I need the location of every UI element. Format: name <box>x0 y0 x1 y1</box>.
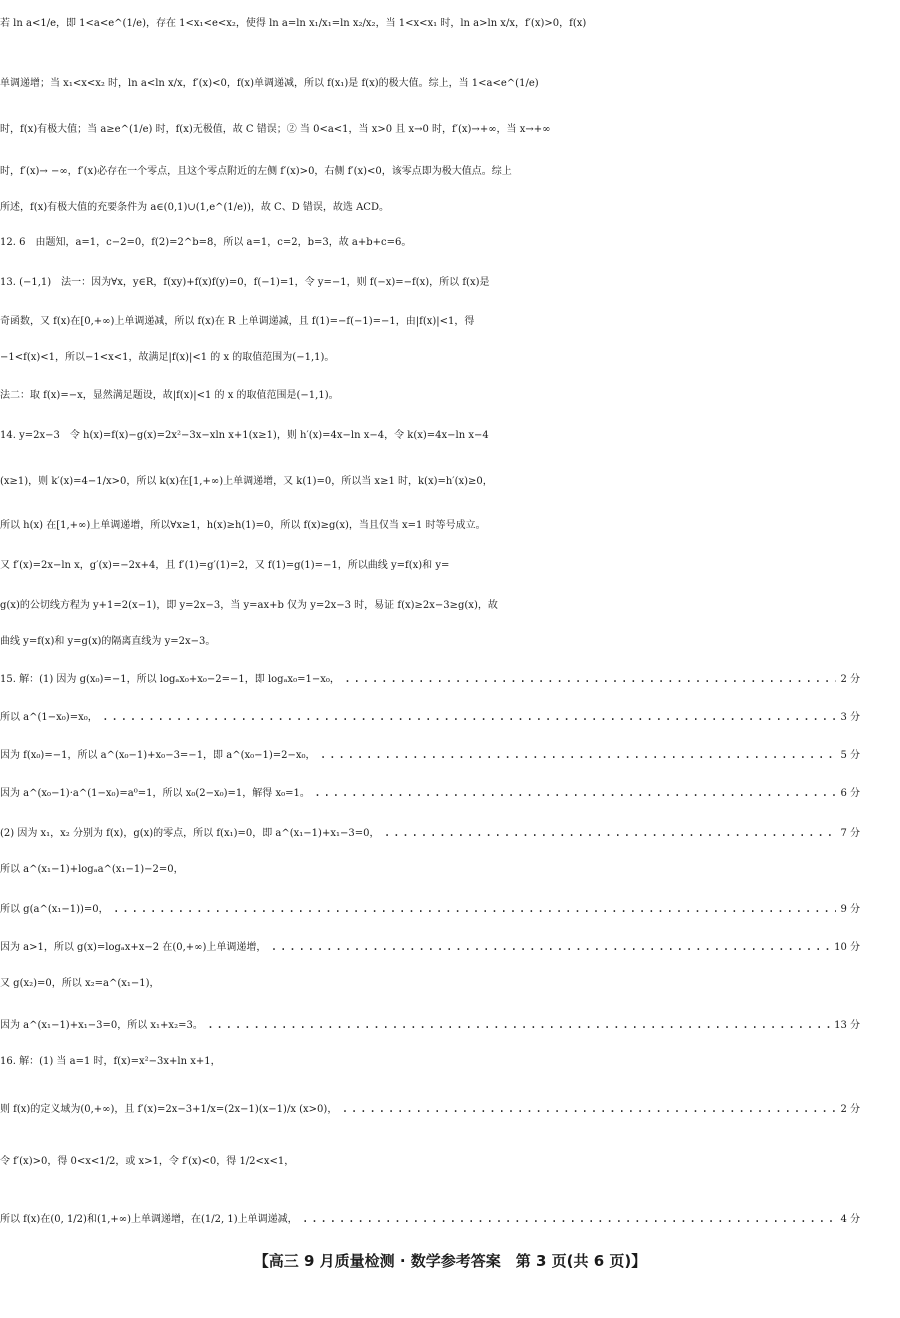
step-score: 9 分 <box>840 904 860 915</box>
step-text: 因为 a^(x₀−1)·a^(1−x₀)=a⁰=1，所以 x₀(2−x₀)=1，解得 x₀=1。 <box>0 788 310 799</box>
leader-dots <box>270 934 830 958</box>
step-score: 10 分 <box>834 942 860 953</box>
leader-dots <box>102 704 837 728</box>
leader-dots <box>344 666 837 690</box>
step-score: 5 分 <box>840 750 860 761</box>
step-score: 13 分 <box>834 1020 860 1031</box>
leader-dots <box>314 780 837 804</box>
answer-16: 16. 解：(1) 当 a=1 时，f(x)=x²−3x+ln x+1， <box>0 1056 221 1067</box>
step-text: 所以 f(x)在(0, 1/2)和(1,+∞)上单调递增，在(1/2, 1)上单调递减， <box>0 1214 298 1225</box>
step-text: 15. 解：(1) 因为 g(x₀)=−1，所以 logₐx₀+x₀−2=−1，即 logₐx₀=1−x₀， <box>0 674 340 685</box>
text-line: 所以 a^(x₁−1)+logₐa^(x₁−1)−2=0， <box>0 864 184 875</box>
step-text: (2) 因为 x₁，x₂ 分别为 f(x)，g(x)的零点，所以 f(x₁)=0，即 a^(x₁−1)+x₁−3=0， <box>0 828 380 839</box>
step-text: 所以 a^(1−x₀)=x₀， <box>0 712 98 723</box>
text-line: 奇函数，又 f(x)在[0,+∞)上单调递减，所以 f(x)在 R 上单调递减，且 f(1)=−f(−1)=−1，由|f(x)|<1，得 <box>0 316 475 327</box>
answer-12: 12. 6 由题知，a=1，c−2=0，f(2)=2^b=8，所以 a=1，c=2，b=3，故 a+b+c=6。 <box>0 237 412 248</box>
text-line: 法二：取 f(x)=−x，显然满足题设，故|f(x)|<1 的 x 的取值范围是(−1,1)。 <box>0 390 339 401</box>
answer-16-step <box>0 1206 900 1232</box>
text-line: (x≥1)，则 k′(x)=4−1/x>0，所以 k(x)在[1,+∞)上单调递增，又 k(1)=0，所以当 x≥1 时，k(x)=h′(x)≥0， <box>0 476 493 487</box>
answer-15-step <box>0 896 900 922</box>
leader-dots <box>320 742 837 766</box>
text-line: 曲线 y=f(x)和 y=g(x)的隔离直线为 y=2x−3。 <box>0 636 216 647</box>
page-footer: 【高三 9 月质量检测 · 数学参考答案 第 3 页(共 6 页)】 <box>253 1252 647 1270</box>
leader-dots <box>302 1206 837 1230</box>
step-score: 6 分 <box>840 788 860 799</box>
answer-14: 14. y=2x−3 令 h(x)=f(x)−g(x)=2x²−3x−xln x+1(x≥1)，则 h′(x)=4x−ln x−4，令 k(x)=4x−ln x−4 <box>0 430 489 441</box>
text-line: −1<f(x)<1，所以−1<x<1，故满足|f(x)|<1 的 x 的取值范围为(−1,1)。 <box>0 352 335 363</box>
text-line: 时，f(x)有极大值；当 a≥e^(1/e) 时，f(x)无极值，故 C 错误；② 当 0<a<1，当 x>0 且 x→0 时，f′(x)→+∞，当 x→+∞ <box>0 124 551 135</box>
text-line: 单调递增；当 x₁<x<x₂ 时，ln a<ln x/x，f′(x)<0，f(x)单调递减，所以 f(x₁)是 f(x)的极大值。综上，当 1<a<e^(1/e) <box>0 78 539 89</box>
answer-15-step <box>0 820 900 846</box>
answer-15-step <box>0 666 900 692</box>
text-line: 所述，f(x)有极大值的充要条件为 a∈(0,1)∪(1,e^(1/e))，故 C、D 错误，故选 ACD。 <box>0 202 389 213</box>
step-score: 2 分 <box>840 674 860 685</box>
step-score: 2 分 <box>840 1104 860 1115</box>
text-line: g(x)的公切线方程为 y+1=2(x−1)，即 y=2x−3，当 y=ax+b 仅为 y=2x−3 时，易证 f(x)≥2x−3≥g(x)，故 <box>0 600 498 611</box>
answer-15-step <box>0 742 900 768</box>
answer-15-step <box>0 704 900 730</box>
step-text: 因为 a^(x₁−1)+x₁−3=0，所以 x₁+x₂=3。 <box>0 1020 203 1031</box>
text-line: 令 f′(x)>0，得 0<x<1/2，或 x>1，令 f′(x)<0，得 1/2<x<1， <box>0 1156 295 1167</box>
text-line: 所以 h(x) 在[1,+∞)上单调递增，所以∀x≥1，h(x)≥h(1)=0，所以 f(x)≥g(x)，当且仅当 x=1 时等号成立。 <box>0 520 486 531</box>
leader-dots <box>207 1012 830 1036</box>
leader-dots <box>341 1096 836 1120</box>
step-text: 因为 f(x₀)=−1，所以 a^(x₀−1)+x₀−3=−1，即 a^(x₀−1)=2−x₀， <box>0 750 316 761</box>
leader-dots <box>383 820 836 844</box>
text-line: 又 g(x₂)=0，所以 x₂=a^(x₁−1)， <box>0 978 160 989</box>
step-text: 所以 g(a^(x₁−1))=0， <box>0 904 109 915</box>
answer-15-step <box>0 934 900 960</box>
answer-13: 13. (−1,1) 法一：因为∀x，y∈R，f(xy)+f(x)f(y)=0，f(−1)=1，令 y=−1，则 f(−x)=−f(x)，所以 f(x)是 <box>0 277 490 288</box>
text-line: 若 ln a<1/e，即 1<a<e^(1/e)，存在 1<x₁<e<x₂，使得 ln a=ln x₁/x₁=ln x₂/x₂，当 1<x<x₁ 时，ln a>ln x/x，f′(x)>0，f(x) <box>0 18 587 29</box>
answer-15-step <box>0 1012 900 1038</box>
step-score: 7 分 <box>840 828 860 839</box>
leader-dots <box>113 896 837 920</box>
text-line: 又 f′(x)=2x−ln x，g′(x)=−2x+4，且 f′(1)=g′(1)=2，又 f(1)=g(1)=−1，所以曲线 y=f(x)和 y= <box>0 560 450 571</box>
step-text: 因为 a>1，所以 g(x)=logₐx+x−2 在(0,+∞)上单调递增， <box>0 942 267 953</box>
answer-16-step <box>0 1096 900 1122</box>
answer-15-step <box>0 780 900 806</box>
step-text: 则 f(x)的定义域为(0,+∞)，且 f′(x)=2x−3+1/x=(2x−1)(x−1)/x (x>0)， <box>0 1104 338 1115</box>
text-line: 时，f′(x)→ −∞，f′(x)必存在一个零点，且这个零点附近的左侧 f′(x)>0，右侧 f′(x)<0，该零点即为极大值点。综上 <box>0 166 512 177</box>
step-score: 4 分 <box>840 1214 860 1225</box>
step-score: 3 分 <box>840 712 860 723</box>
